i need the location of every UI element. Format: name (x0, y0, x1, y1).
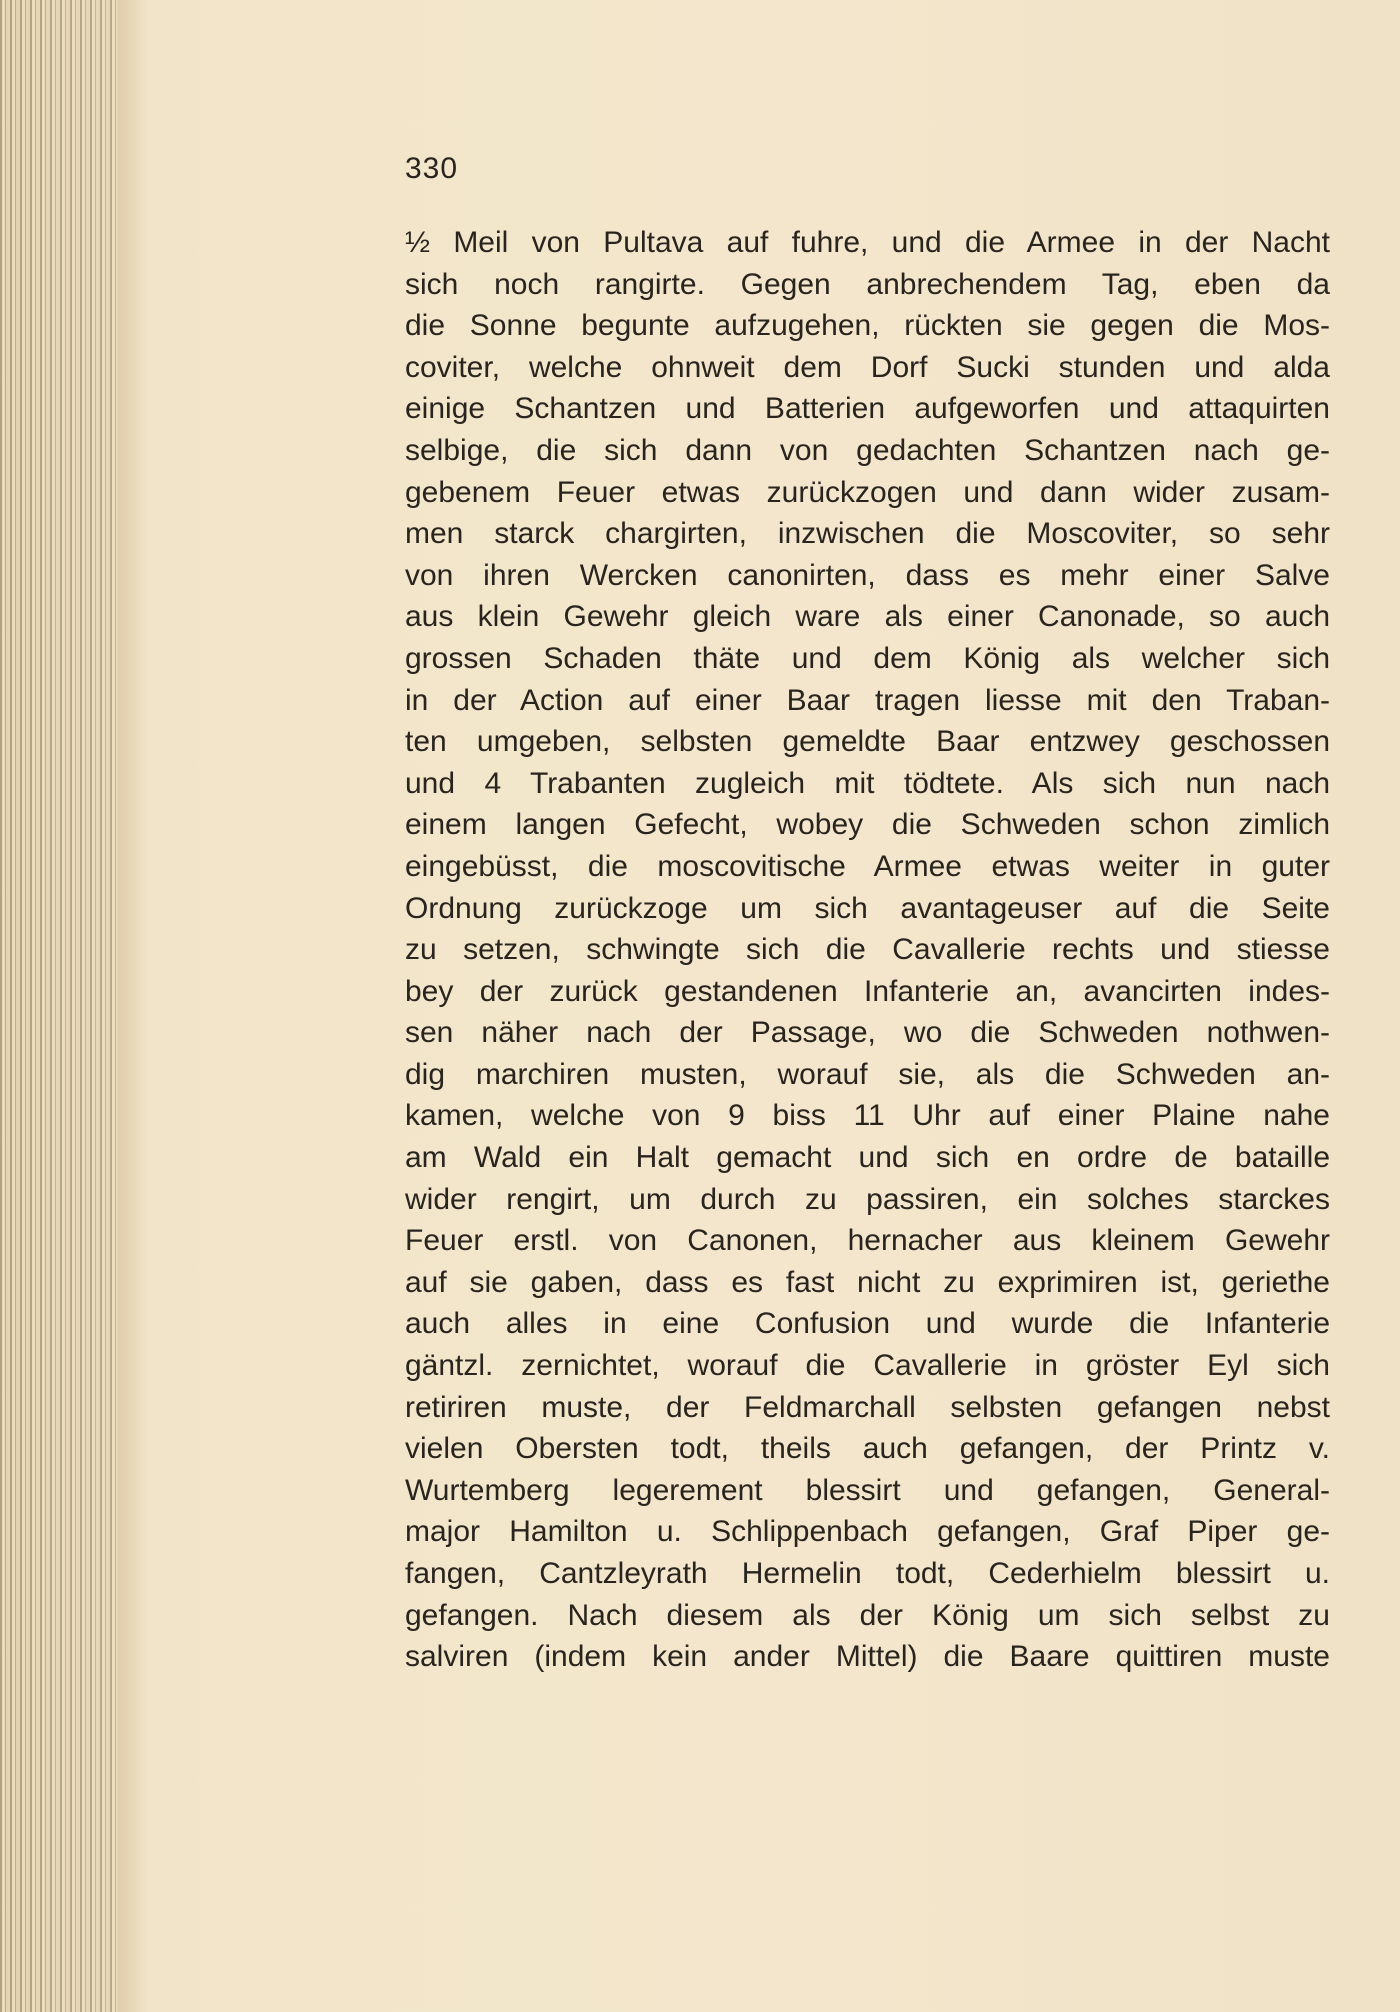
text-line: aus klein Gewehr gleich ware als einer Canonade, so auch (405, 600, 1330, 634)
text-line: gebenem Feuer etwas zurückzogen und dann wider zusam- (405, 475, 1330, 509)
text-line: einige Schantzen und Batterien aufgeworfen und attaquirten (405, 392, 1330, 426)
text-line: die Sonne begunte aufzugehen, rückten sie gegen die Mos- (405, 309, 1330, 343)
text-line: kamen, welche von 9 biss 11 Uhr auf einer Plaine nahe (405, 1099, 1330, 1133)
text-line: dig marchiren musten, worauf sie, als die Schweden an- (405, 1057, 1330, 1091)
text-line: auch alles in eine Confusion und wurde die Infanterie (405, 1307, 1330, 1341)
text-line: wider rengirt, um durch zu passiren, ein solches starckes (405, 1182, 1330, 1216)
page-edge-stack (0, 0, 118, 2012)
text-line: Feuer erstl. von Canonen, hernacher aus kleinem Gewehr (405, 1224, 1330, 1258)
text-line: gefangen. Nach diesem als der König um sich selbst zu (405, 1598, 1330, 1632)
text-line: Ordnung zurückzoge um sich avantageuser auf die Seite (405, 891, 1330, 925)
text-line: eingebüsst, die moscovitische Armee etwas weiter in guter (405, 849, 1330, 883)
text-line: Wurtemberg legerement blessirt und gefangen, General- (405, 1473, 1330, 1507)
text-line: grossen Schaden thäte und dem König als welcher sich (405, 641, 1330, 675)
text-line: ten umgeben, selbsten gemeldte Baar entzwey geschossen (405, 725, 1330, 759)
text-line: und 4 Trabanten zugleich mit tödtete. Als sich nun nach (405, 766, 1330, 800)
text-line: am Wald ein Halt gemacht und sich en ordre de bataille (405, 1141, 1330, 1175)
text-line: coviter, welche ohnweit dem Dorf Sucki stunden und alda (405, 350, 1330, 384)
text-line: retiriren muste, der Feldmarchall selbsten gefangen nebst (405, 1390, 1330, 1424)
text-line: in der Action auf einer Baar tragen liesse mit den Traban- (405, 683, 1330, 717)
text-line: gäntzl. zernichtet, worauf die Cavallerie in gröster Eyl sich (405, 1349, 1330, 1383)
body-text (405, 222, 1330, 1678)
text-line: von ihren Wercken canonirten, dass es mehr einer Salve (405, 558, 1330, 592)
text-line: einem langen Gefecht, wobey die Schweden schon zimlich (405, 808, 1330, 842)
text-line: bey der zurück gestandenen Infanterie an, avancirten indes- (405, 974, 1330, 1008)
text-line: salviren (indem kein ander Mittel) die Baare quittiren muste (405, 1640, 1330, 1674)
text-line: selbige, die sich dann von gedachten Schantzen nach ge- (405, 433, 1330, 467)
text-line: men starck chargirten, inzwischen die Moscoviter, so sehr (405, 517, 1330, 551)
page-number: 330 (405, 152, 459, 185)
text-line: fangen, Cantzleyrath Hermelin todt, Cederhielm blessirt u. (405, 1557, 1330, 1590)
text-line: auf sie gaben, dass es fast nicht zu exprimiren ist, geriethe (405, 1265, 1330, 1299)
text-line: zu setzen, schwingte sich die Cavallerie rechts und stiesse (405, 933, 1330, 967)
text-line: ½ Meil von Pultava auf fuhre, und die Armee in der Nacht (405, 226, 1330, 259)
text-line: sen näher nach der Passage, wo die Schweden nothwen- (405, 1016, 1330, 1050)
text-line: sich noch rangirte. Gegen anbrechendem Tag, eben da (405, 267, 1330, 301)
text-line: major Hamilton u. Schlippenbach gefangen, Graf Piper ge- (405, 1515, 1330, 1549)
text-line: vielen Obersten todt, theils auch gefangen, der Printz v. (405, 1432, 1330, 1466)
